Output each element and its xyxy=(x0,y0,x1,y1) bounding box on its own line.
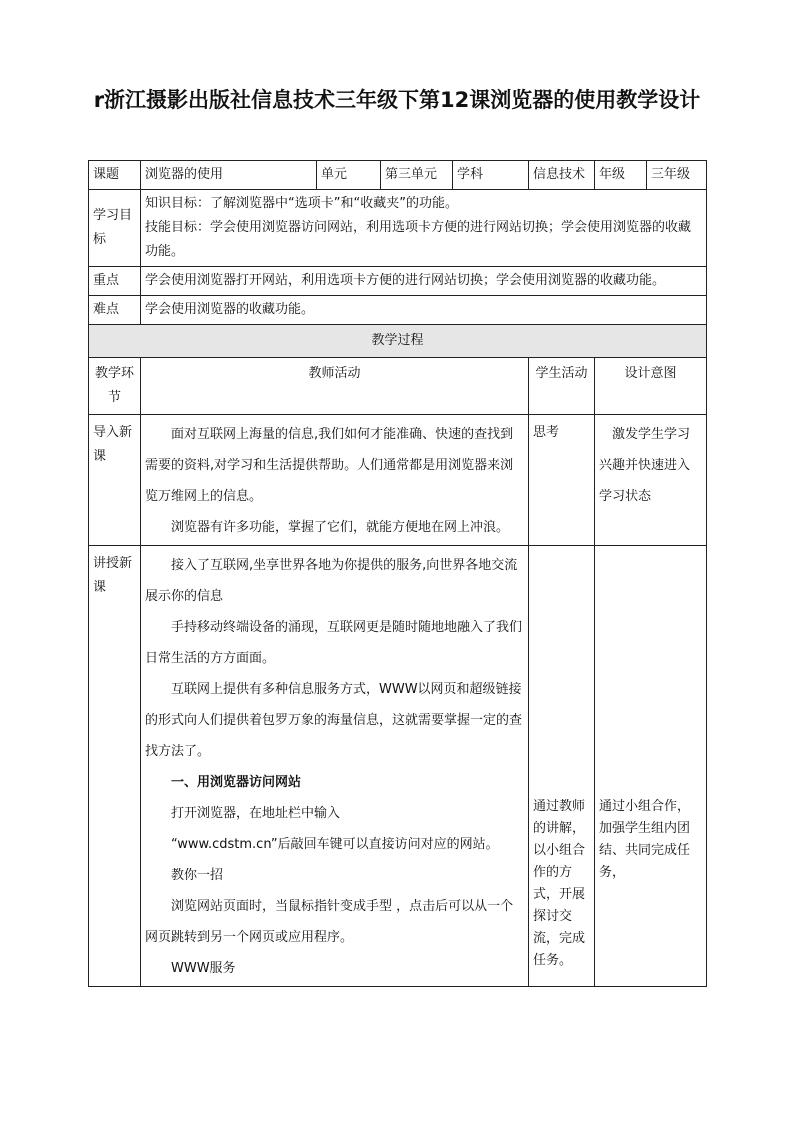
teacher-paragraph: 面对互联网上海量的信息,我们如何才能准确、快速的查找到需要的资料,对学习和生活提供帮助。人们通常都是用浏览器来浏览万维网上的信息。 xyxy=(145,427,514,504)
process-title-row xyxy=(89,325,707,358)
skill-goal: 技能目标：学会使用浏览器访问网站，利用选项卡方便的进行网站切换；学会使用浏览器的收藏功能。 xyxy=(145,220,692,259)
process-row-intro xyxy=(89,415,707,546)
intent-cell xyxy=(595,415,707,546)
header-teacher: 教师活动 xyxy=(141,358,529,415)
subject-label: 学科 xyxy=(453,161,529,190)
teacher-paragraph: “www.cdstm.cn”后敲回车键可以直接访问对应的网站。 xyxy=(171,837,499,852)
topic-label: 课题 xyxy=(89,161,141,190)
goals-cell xyxy=(141,190,707,267)
process-title: 教学过程 xyxy=(89,325,707,358)
teacher-paragraph: 教你一招 xyxy=(171,868,224,883)
intent-cell xyxy=(595,546,707,987)
topic-value: 浏览器的使用 xyxy=(141,161,317,190)
grade-value: 三年级 xyxy=(647,161,707,190)
key-value: 学会使用浏览器打开网站，利用选项卡方便的进行网站切换；学会使用浏览器的收藏功能。 xyxy=(141,267,707,296)
subject-value: 信息技术 xyxy=(529,161,595,190)
student-cell: 思考 xyxy=(529,415,595,546)
teacher-paragraph: 互联网上提供有多种信息服务方式，WWW以网页和超级链接的形式向人们提供着包罗万象的海量信息，这就需要掌握一定的查找方法了。 xyxy=(145,682,523,759)
difficulty-label: 难点 xyxy=(89,296,141,325)
difficulty-value: 学会使用浏览器的收藏功能。 xyxy=(141,296,707,325)
grade-label: 年级 xyxy=(595,161,647,190)
difficulty-row xyxy=(89,296,707,325)
goals-row xyxy=(89,190,707,267)
teacher-paragraph: 浏览网站页面时，当鼠标指针变成手型 ，点击后可以从一个网页跳转到另一个网页或应用程序。 xyxy=(145,899,514,945)
goals-label: 学习目标 xyxy=(89,190,141,267)
unit-label: 单元 xyxy=(317,161,381,190)
header-student: 学生活动 xyxy=(529,358,595,415)
student-cell xyxy=(529,546,595,987)
key-row xyxy=(89,267,707,296)
teacher-paragraph: 手持移动终端设备的涌现，互联网更是随时随地地融入了我们日常生活的方方面面。 xyxy=(145,620,523,666)
section-heading: 一、用浏览器访问网站 xyxy=(171,775,302,790)
unit-value: 第三单元 xyxy=(381,161,453,190)
key-label: 重点 xyxy=(89,267,141,296)
lesson-table xyxy=(88,160,707,987)
knowledge-goal: 知识目标：了解浏览器中“选项卡”和“收藏夹”的功能。 xyxy=(145,196,458,211)
teacher-paragraph: 浏览器有许多功能，掌握了它们，就能方便地在网上冲浪。 xyxy=(171,520,510,535)
intent-text: 通过小组合作，加强学生组内团结、共同完成任务， xyxy=(599,799,691,880)
process-row-new xyxy=(89,546,707,987)
teacher-paragraph: WWW服务 xyxy=(171,961,236,976)
teacher-cell xyxy=(141,546,529,987)
header-stage: 教学环节 xyxy=(89,358,141,415)
process-header-row xyxy=(89,358,707,415)
header-intent: 设计意图 xyxy=(595,358,707,415)
teacher-paragraph: 打开浏览器，在地址栏中输入 xyxy=(171,806,341,821)
student-text: 通过教师的讲解，以小组合作的方式，开展探讨交流，完成任务。 xyxy=(533,799,586,968)
stage-cell: 讲授新课 xyxy=(89,546,141,987)
info-row xyxy=(89,161,707,190)
stage-cell: 导入新课 xyxy=(89,415,141,546)
document-title: r浙江摄影出版社信息技术三年级下第12课浏览器的使用教学设计 xyxy=(93,88,701,112)
intent-text: 激发学生学习兴趣并快速进入学习状态 xyxy=(599,427,691,504)
teacher-cell xyxy=(141,415,529,546)
teacher-paragraph: 接入了互联网,坐享世界各地为你提供的服务,向世界各地交流展示你的信息 xyxy=(145,558,518,604)
